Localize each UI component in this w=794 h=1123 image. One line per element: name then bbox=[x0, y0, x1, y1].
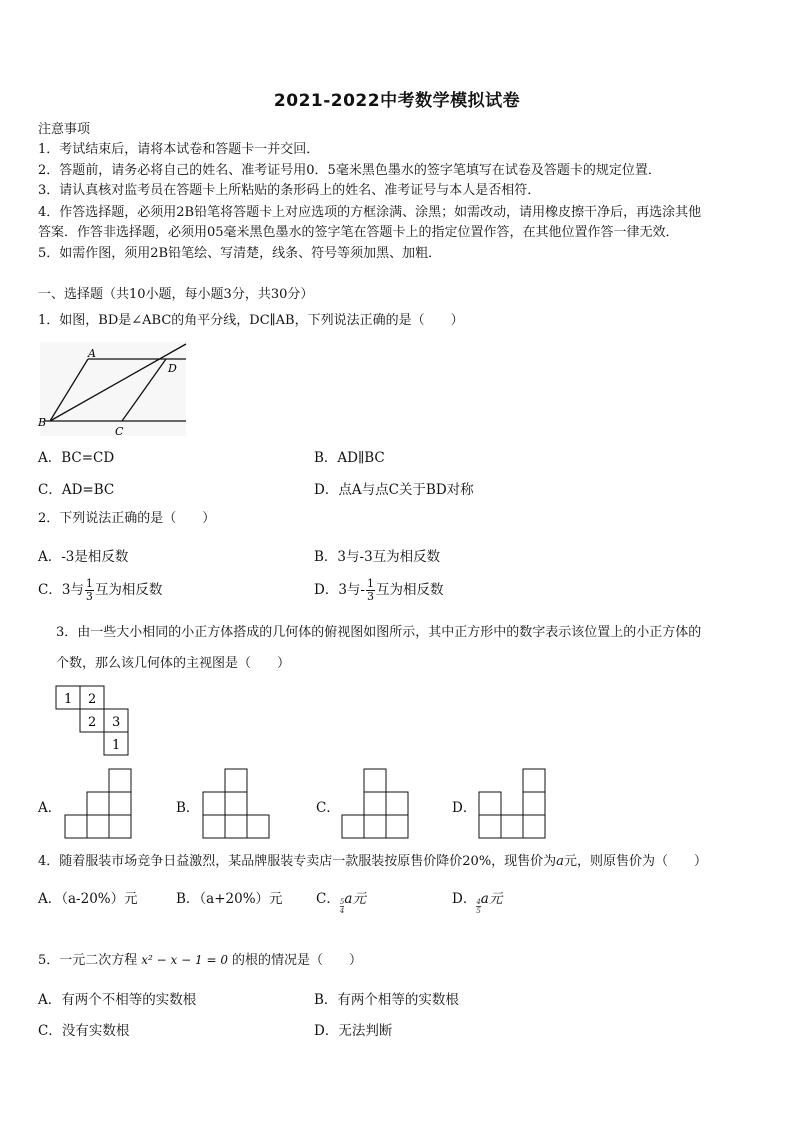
notice-item-1: 1．考试结束后，请将本试卷和答题卡一并交回． bbox=[38, 142, 320, 157]
q4-option-c[interactable] bbox=[316, 884, 366, 915]
q1-option-a[interactable]: A．BC=CD bbox=[38, 450, 115, 466]
notice-item-3: 3．请认真核对监考员在答题卡上所粘贴的条形码上的姓名、准考证号与本人是否相符． bbox=[38, 183, 541, 198]
q1-figure bbox=[36, 340, 188, 438]
q4-option-d[interactable] bbox=[452, 884, 502, 915]
q1-label-b: B bbox=[38, 416, 47, 429]
q2-option-d[interactable] bbox=[314, 578, 443, 603]
q3-option-d-label[interactable]: D． bbox=[452, 800, 477, 816]
q2-option-d-num: 1 bbox=[366, 577, 374, 590]
q2-option-c-suffix: 互为相反数 bbox=[94, 582, 163, 598]
q4-option-c-num: 5 bbox=[339, 898, 345, 906]
q5-equation: x² − x − 1 = 0 bbox=[141, 953, 228, 967]
q5-option-c[interactable]: C．没有实数根 bbox=[38, 1023, 130, 1039]
q1-label-c: C bbox=[115, 425, 124, 438]
q4-option-d-prefix: D． bbox=[452, 891, 477, 907]
q3-stem-line1: 3．由一些大小相同的小正方体搭成的几何体的俯视图如图所示，其中正方形中的数字表示该位置上的小正方体的 bbox=[56, 625, 702, 640]
q5-stem-suffix: 的根的情况是（ ） bbox=[231, 953, 362, 968]
q3-grid-r1c2: 2 bbox=[88, 692, 97, 707]
q2-option-c-num: 1 bbox=[85, 577, 93, 590]
q2-option-d-fraction bbox=[366, 578, 375, 603]
q2-option-c-fraction bbox=[85, 578, 94, 603]
q5-option-d[interactable]: D．无法判断 bbox=[314, 1023, 393, 1039]
q3-grid-r2c2: 2 bbox=[88, 715, 97, 730]
section-heading: 一、选择题（共10小题，每小题3分，共30分） bbox=[38, 287, 314, 302]
q3-stem-line2: 个数，那么该几何体的主视图是（ ） bbox=[56, 656, 291, 671]
q4-option-b[interactable]: B．（a+20%）元 bbox=[176, 891, 283, 907]
q4-stem bbox=[38, 853, 707, 871]
q2-stem: 2．下列说法正确的是（ ） bbox=[38, 511, 216, 526]
q3-top-view-grid bbox=[54, 684, 132, 758]
q5-option-b[interactable]: B．有两个相等的实数根 bbox=[314, 992, 459, 1008]
q1-option-d[interactable]: D．点A与点C关于BD对称 bbox=[314, 482, 474, 498]
q4-option-c-den: 4 bbox=[339, 907, 345, 915]
q4-stem-suffix: 元，则原售价为（ ） bbox=[563, 854, 707, 869]
q4-option-d-suffix: a元 bbox=[480, 891, 503, 907]
q1-option-c[interactable]: C．AD=BC bbox=[38, 482, 115, 498]
q4-option-c-suffix: a元 bbox=[344, 891, 366, 907]
q3-option-a-figure[interactable] bbox=[64, 768, 134, 840]
q2-option-d-suffix: 互为相反数 bbox=[375, 582, 444, 598]
q2-option-d-den: 3 bbox=[366, 590, 374, 603]
q1-stem: 1．如图，BD是∠ABC的角平分线，DC∥AB，下列说法正确的是（ ） bbox=[38, 313, 464, 328]
q1-label-a: A bbox=[88, 347, 96, 360]
q1-option-b[interactable]: B．AD∥BC bbox=[314, 450, 385, 466]
q3-option-c-label[interactable]: C． bbox=[316, 800, 340, 816]
q3-option-b-label[interactable]: B． bbox=[176, 800, 200, 816]
q5-stem-prefix: 5．一元二次方程 bbox=[38, 953, 138, 968]
q5-option-a[interactable]: A．有两个不相等的实数根 bbox=[38, 992, 197, 1008]
notice-item-4-cont: 答案．作答非选择题，必须用05毫米黑色墨水的签字笔在答题卡上的指定位置作答，在其他位置作答一律无效． bbox=[38, 225, 679, 240]
q4-option-d-den: 5 bbox=[476, 907, 481, 915]
q3-option-d-figure[interactable] bbox=[478, 768, 548, 840]
q2-option-c-den: 3 bbox=[85, 590, 93, 603]
notice-heading: 注意事项 bbox=[38, 122, 91, 137]
q4-option-c-prefix: C． bbox=[316, 891, 340, 907]
q3-grid-r1c1: 1 bbox=[64, 692, 73, 707]
q1-label-d: D bbox=[168, 362, 177, 375]
notice-item-5: 5．如需作图，须用2B铅笔绘、写清楚，线条、符号等须加黑、加粗． bbox=[38, 246, 442, 261]
q2-option-c-prefix: C．3与 bbox=[38, 582, 84, 598]
q3-option-c-figure[interactable] bbox=[341, 768, 411, 840]
q5-stem bbox=[38, 951, 362, 970]
notice-item-2: 2．答题前，请务必将自己的姓名、准考证号用0．5毫米黑色墨水的签字笔填写在试卷及答题卡的规定位置． bbox=[38, 163, 661, 178]
q2-option-d-prefix: D．3与- bbox=[314, 582, 365, 598]
q4-option-d-num: 4 bbox=[476, 898, 481, 906]
q2-option-a[interactable]: A．-3是相反数 bbox=[38, 549, 129, 565]
page-title: 2021-2022中考数学模拟试卷 bbox=[273, 91, 521, 111]
q3-option-a-label[interactable]: A． bbox=[38, 800, 62, 816]
q4-option-a[interactable]: A．（a-20%）元 bbox=[38, 891, 138, 907]
q2-option-c[interactable] bbox=[38, 578, 162, 603]
q3-grid-r3c3: 1 bbox=[112, 738, 121, 753]
q4-stem-variable: a bbox=[556, 854, 564, 869]
q4-stem-prefix: 4．随着服装市场竞争日益激烈，某品牌服装专卖店一款服装按原售价降价20%，现售价为 bbox=[38, 854, 557, 869]
notice-item-4: 4．作答选择题，必须用2B铅笔将答题卡上对应选项的方框涂满、涂黑；如需改动，请用橡皮擦干净后，再选涂其他 bbox=[38, 205, 702, 220]
q3-grid-r2c3: 3 bbox=[112, 715, 121, 730]
q2-option-b[interactable]: B．3与-3互为相反数 bbox=[314, 549, 441, 565]
q3-option-b-figure[interactable] bbox=[202, 768, 272, 840]
